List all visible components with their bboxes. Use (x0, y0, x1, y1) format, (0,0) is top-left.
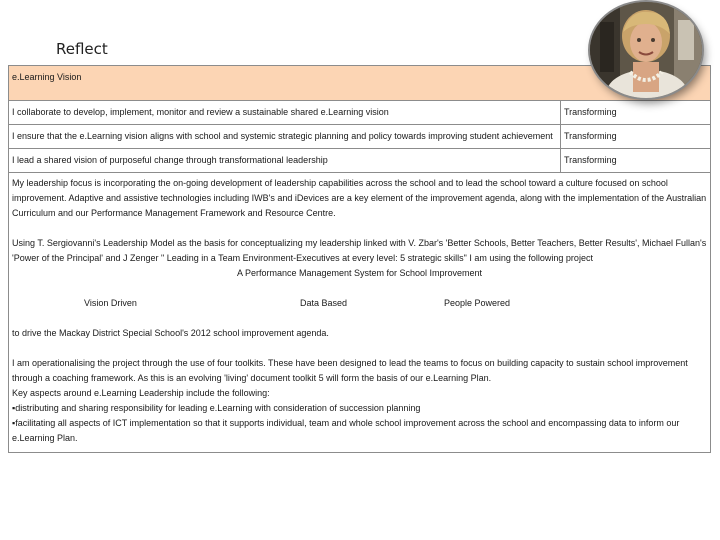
reflection-paragraph: I am operationalising the project through the use of four toolkits. These have been designed to lead the teams to focus on building capacity to sustain school improvement through a coaching framework. As this is an evolving 'living' document toolkit 5 will form the basis of our e.Learning Plan. (12, 358, 688, 383)
reflection-paragraph: Using T. Sergiovanni's Leadership Model as the basis for conceptualizing my leadership linked with V. Zbar's 'Better Schools, Better Teachers, Better Results', Michael Fullan's 'Power of the Principal' and J Zenger " Leading in a Team Environment-Executives at every level: 5 strategic skills" I am using the following project (12, 238, 707, 263)
criterion-statement: I ensure that the e.Learning vision aligns with school and systemic strategic planning and policy towards improving student achievement (9, 125, 561, 149)
pillar-label: People Powered (444, 298, 511, 308)
table-row (9, 125, 711, 149)
slide-title: Reflect (56, 40, 108, 58)
criterion-statement: I lead a shared vision of purposeful change through transformational leadership (9, 149, 561, 173)
criterion-rating: Transforming (561, 149, 711, 173)
reflection-cell (9, 173, 711, 453)
reflection-row (9, 173, 711, 453)
criterion-rating: Transforming (561, 101, 711, 125)
pillar-label: Data Based (300, 298, 348, 308)
reflection-paragraph: My leadership focus is incorporating the on-going development of leadership capabilities across the school and to lead the school toward a culture focused on school improvement. Adaptive and assistive technologies including IWB's and iDevices are a key element of the improvement agenda, along with the implementation of the Australian Curriculum and our Performance Management Framework and Resource Centre. (12, 178, 707, 218)
elearning-vision-table (8, 65, 711, 453)
table-row (9, 101, 711, 125)
bullet-item: ▪distributing and sharing responsibility for leading e.Learning with consideration of succession planning (12, 403, 421, 413)
criterion-statement: I collaborate to develop, implement, monitor and review a sustainable shared e.Learning vision (9, 101, 561, 125)
project-pillars (12, 296, 707, 311)
table-row (9, 149, 711, 173)
reflection-paragraph: to drive the Mackay District Special School's 2012 school improvement agenda. (12, 328, 329, 338)
table-header-cell: e.Learning Vision (9, 66, 711, 101)
pillar-label: Vision Driven (84, 298, 137, 308)
criterion-rating: Transforming (561, 125, 711, 149)
bullet-item: ▪facilitating all aspects of ICT implementation so that it supports individual, team and whole school improvement across the school and encompassing data to inform our e.Learning Plan. (12, 418, 680, 443)
person-photo-icon (590, 2, 702, 98)
project-title: A Performance Management System for School Improvement (236, 268, 483, 278)
reflection-paragraph: Key aspects around e.Learning Leadership include the following: (12, 388, 270, 398)
